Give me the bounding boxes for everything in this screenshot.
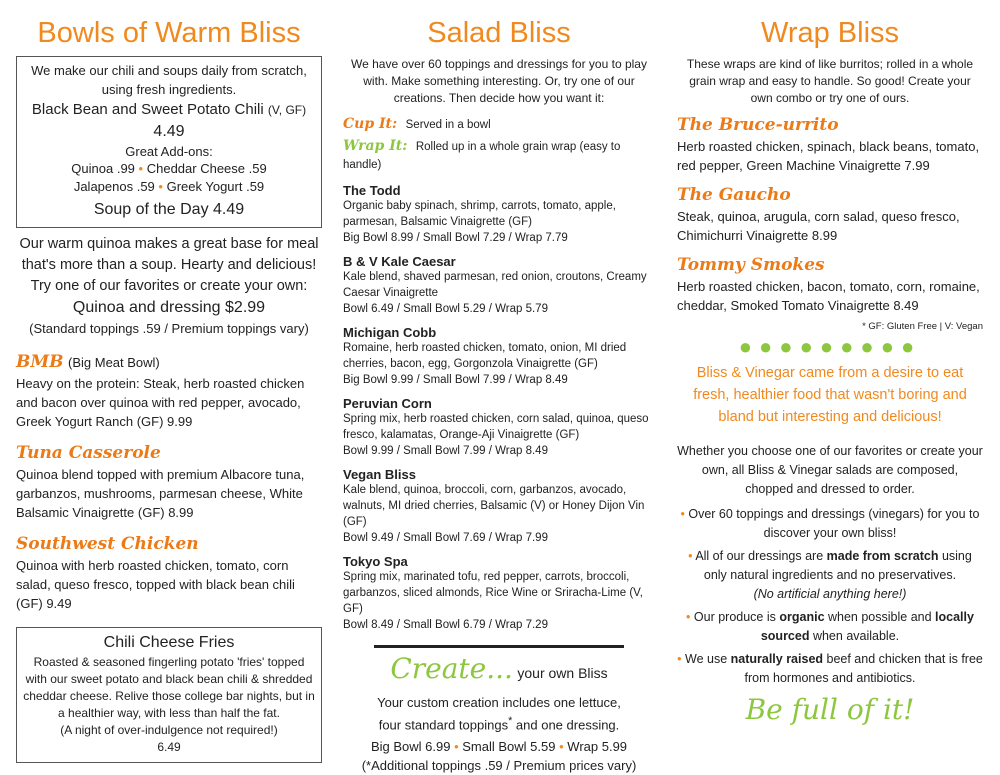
bmb-name: BMB (16, 352, 64, 372)
feature-bold: organic (779, 610, 825, 624)
salad-desc: Kale blend, shaved parmesan, red onion, croutons, Creamy Caesar Vinaigrette (343, 271, 647, 299)
feature-note: (No artificial anything here!) (753, 587, 907, 601)
slogan: Be full of it! (745, 693, 915, 726)
salad-prices: Big Bowl 8.99 / Small Bowl 7.29 / Wrap 7.79 (343, 232, 568, 244)
fries-desc: Roasted & seasoned fingerling potato 'fries' topped with our sweet potato and black bean chili & shredded cheddar cheese. Relive those college bar nights, but in a healthier way, with less than half the fat. (23, 655, 315, 720)
salad-name: Tokyo Spa (343, 554, 408, 569)
salad-desc: Romaine, herb roasted chicken, tomato, onion, MI dried cherries, bacon, egg, Gorgonzola Vinaigrette (GF) (343, 342, 627, 370)
bowls-title: Bowls of Warm Bliss (37, 17, 301, 49)
wrap-it-line (343, 137, 655, 173)
salad-item (343, 325, 655, 388)
feature-text: Over 60 toppings and dressings (vinegars) for you to discover your own bliss! (688, 507, 980, 540)
fries-name: Chili Cheese Fries (103, 634, 235, 651)
wrap-name: Tommy Smokes (677, 255, 825, 275)
salad-name: B & V Kale Caesar (343, 254, 456, 269)
salad-prices: Bowl 8.49 / Small Bowl 6.79 / Wrap 7.29 (343, 619, 548, 631)
features-list (677, 505, 983, 688)
chili-name-line (23, 99, 315, 121)
wrap-desc: Herb roasted chicken, bacon, tomato, corn, romaine, cheddar, Smoked Tomato Vinaigrette 8.49 (677, 279, 980, 313)
create-desc (343, 693, 655, 734)
feature-text-b: when possible and (824, 610, 936, 624)
tuna-desc: Quinoa blend topped with premium Albacore tuna, garbanzos, mushrooms, parmesan cheese, White Balsamic Vinaigrette (GF) 8.99 (16, 467, 305, 520)
orange-bullet-icon: • (686, 610, 694, 624)
wrap-desc: Steak, quinoa, arugula, corn salad, queso fresco, Chimichurri Vinaigrette 8.99 (677, 209, 960, 243)
size-small: Small Bowl 5.59 (462, 739, 556, 755)
orange-dot-icon: • (559, 739, 564, 755)
create-note: (*Additional toppings .59 / Premium prices vary) (361, 758, 637, 774)
salad-item (343, 254, 655, 317)
create-rest: your own Bliss (517, 665, 608, 681)
wrap-it-label: Wrap It: (343, 138, 408, 154)
feature-text-a: Our produce is (693, 610, 780, 624)
diet-legend: * GF: Gluten Free | V: Vegan (862, 321, 983, 332)
salad-intro: We have over 60 toppings and dressings for you to play with. Make something interesting. Or, try one of our creations. Then decide how you want it: (351, 57, 647, 105)
feature-text-a: All of our dressings are (695, 549, 827, 563)
feature-item (677, 505, 983, 543)
salad-name: Vegan Bliss (343, 467, 416, 482)
wrap-desc: Herb roasted chicken, spinach, black beans, tomato, red pepper, Green Machine Vinaigrette 7.99 (677, 139, 980, 173)
soup-of-day: Soup of the Day 4.49 (93, 201, 245, 218)
addon-yogurt: Greek Yogurt .59 (166, 179, 265, 194)
orange-bullet-icon: • (677, 652, 685, 666)
orange-dot-icon: • (454, 739, 459, 755)
size-wrap: Wrap 5.99 (567, 739, 628, 755)
addon-cheddar: Cheddar Cheese .59 (146, 161, 267, 176)
southwest-name: Southwest Chicken (16, 534, 199, 554)
salad-title: Salad Bliss (427, 17, 571, 49)
chili-intro: We make our chili and soups daily from scratch, using fresh ingredients. (31, 63, 307, 97)
wrap-item (677, 255, 983, 315)
salad-desc: Spring mix, marinated tofu, red pepper, carrots, broccoli, garbanzos, sliced almonds, Rice Wine or Sriracha-Lime (V, GF) (343, 571, 643, 615)
feature-bold: naturally raised (730, 652, 824, 666)
feature-item (677, 650, 983, 688)
create-desc-dressing: and one dressing. (512, 717, 620, 733)
addon-jalapenos: Jalapenos .59 (73, 179, 155, 194)
wrap-title: Wrap Bliss (760, 17, 900, 49)
addons-head: Great Add-ons: (125, 144, 213, 159)
addons-line-1 (23, 160, 315, 178)
cup-it-desc: Served in a bowl (405, 119, 491, 131)
salad-prices: Bowl 6.49 / Small Bowl 5.29 / Wrap 5.79 (343, 303, 548, 315)
wrap-list (677, 115, 983, 315)
wrap-item (677, 115, 983, 175)
southwest-desc: Quinoa with herb roasted chicken, tomato, corn salad, queso fresco, topped with black bean chili (GF) 9.49 (16, 558, 295, 611)
orange-bullet-icon: • (680, 507, 689, 521)
addons-line-2 (23, 178, 315, 196)
salad-column (343, 14, 655, 775)
divider (374, 645, 624, 648)
feature-item (677, 608, 983, 646)
salad-desc: Kale blend, quinoa, broccoli, corn, garbanzos, avocado, walnuts, MI dried cherries, Balsamic (V) or Honey Dijon Vin (GF) (343, 484, 645, 528)
feature-bold: made from scratch (826, 549, 939, 563)
quinoa-intro: Our warm quinoa makes a great base for meal that's more than a soup. Hearty and delicious! Try one of our favorites or create your own: (19, 236, 319, 294)
create-sizes (343, 737, 655, 756)
orange-dot-icon: • (158, 179, 163, 194)
promise: Whether you choose one of our favorites or create your own, all Bliss & Vinegar salads are composed, chopped and dressed to order. (677, 444, 983, 496)
bowls-column (16, 14, 322, 763)
tagline: Bliss & Vinegar came from a desire to eat fresh, healthier food that wasn't boring and bland but interesting and delicious! (693, 365, 967, 425)
salad-item (343, 183, 655, 246)
wrap-item (677, 185, 983, 245)
salad-item (343, 467, 655, 546)
salad-name: Peruvian Corn (343, 396, 432, 411)
salad-desc: Organic baby spinach, shrimp, carrots, tomato, apple, parmesan, Balsamic Vinaigrette (GF) (343, 200, 616, 228)
fries-note: (A night of over-indulgence not required!) (60, 723, 278, 737)
salad-item (343, 554, 655, 633)
chili-tags: (V, GF) (267, 103, 307, 117)
wrap-intro: These wraps are kind of like burritos; rolled in a whole grain wrap and easy to handle. So good! Create your own combo or try one of ours. (686, 57, 974, 105)
salad-item (343, 396, 655, 459)
create-script: Create... (390, 652, 513, 685)
create-desc-star: * (508, 715, 513, 727)
bmb-head (16, 352, 322, 372)
create-heading (343, 652, 655, 691)
wrap-it-desc: Rolled up in a whole grain wrap (easy to handle) (343, 141, 621, 171)
feature-text-b: beef and chicken that is free from hormones and antibiotics. (744, 652, 983, 685)
tuna-name: Tuna Casserole (16, 443, 161, 463)
cup-it-label: Cup It: (343, 116, 398, 132)
wrap-name: The Bruce-urrito (677, 115, 839, 135)
feature-text-b: using only natural ingredients and no preservatives. (703, 549, 972, 582)
salad-desc: Spring mix, herb roasted chicken, corn salad, quinoa, queso fresco, kalamatas, Orange-Aji Vinaigrette (GF) (343, 413, 649, 441)
fries-box (16, 627, 322, 763)
wrap-column (677, 14, 983, 728)
orange-bullet-icon: • (688, 549, 696, 563)
chili-box (16, 56, 322, 228)
orange-dot-icon: • (138, 161, 144, 176)
salad-prices: Bowl 9.99 / Small Bowl 7.99 / Wrap 8.49 (343, 445, 548, 457)
size-big: Big Bowl 6.99 (370, 739, 451, 755)
chili-name: Black Bean and Sweet Potato Chili (31, 101, 264, 118)
green-dots-decoration: ●●●●●●●●● (738, 334, 922, 359)
salad-prices: Big Bowl 9.99 / Small Bowl 7.99 / Wrap 8.49 (343, 374, 568, 386)
bmb-sub: (Big Meat Bowl) (68, 355, 160, 370)
bmb-desc: Heavy on the protein: Steak, herb roasted chicken and bacon over quinoa with red pepper, avocado, Greek Yogurt Ranch (GF) 9.99 (16, 376, 305, 429)
create-desc-line-1: Your custom creation includes one lettuce, (377, 695, 621, 710)
wrap-name: The Gaucho (677, 185, 791, 205)
create-desc-line-2 (343, 712, 655, 734)
quinoa-dressing: Quinoa and dressing $2.99 (72, 299, 266, 316)
salad-prices: Bowl 9.49 / Small Bowl 7.69 / Wrap 7.99 (343, 532, 548, 544)
feature-text-a: We use (685, 652, 731, 666)
salad-name: Michigan Cobb (343, 325, 437, 340)
addon-quinoa: Quinoa .99 (71, 161, 135, 176)
cup-it-line (343, 115, 655, 133)
create-desc-toppings: four standard toppings (378, 717, 509, 733)
salad-list (343, 183, 655, 633)
chili-price: 4.49 (153, 123, 185, 140)
quinoa-toppings: (Standard toppings .59 / Premium toppings vary) (29, 321, 309, 336)
feature-text-c: when available. (809, 629, 900, 643)
fries-price: 6.49 (157, 740, 181, 754)
salad-name: The Todd (343, 183, 401, 198)
feature-bold: locally sourced (760, 610, 974, 643)
feature-item (677, 547, 983, 604)
